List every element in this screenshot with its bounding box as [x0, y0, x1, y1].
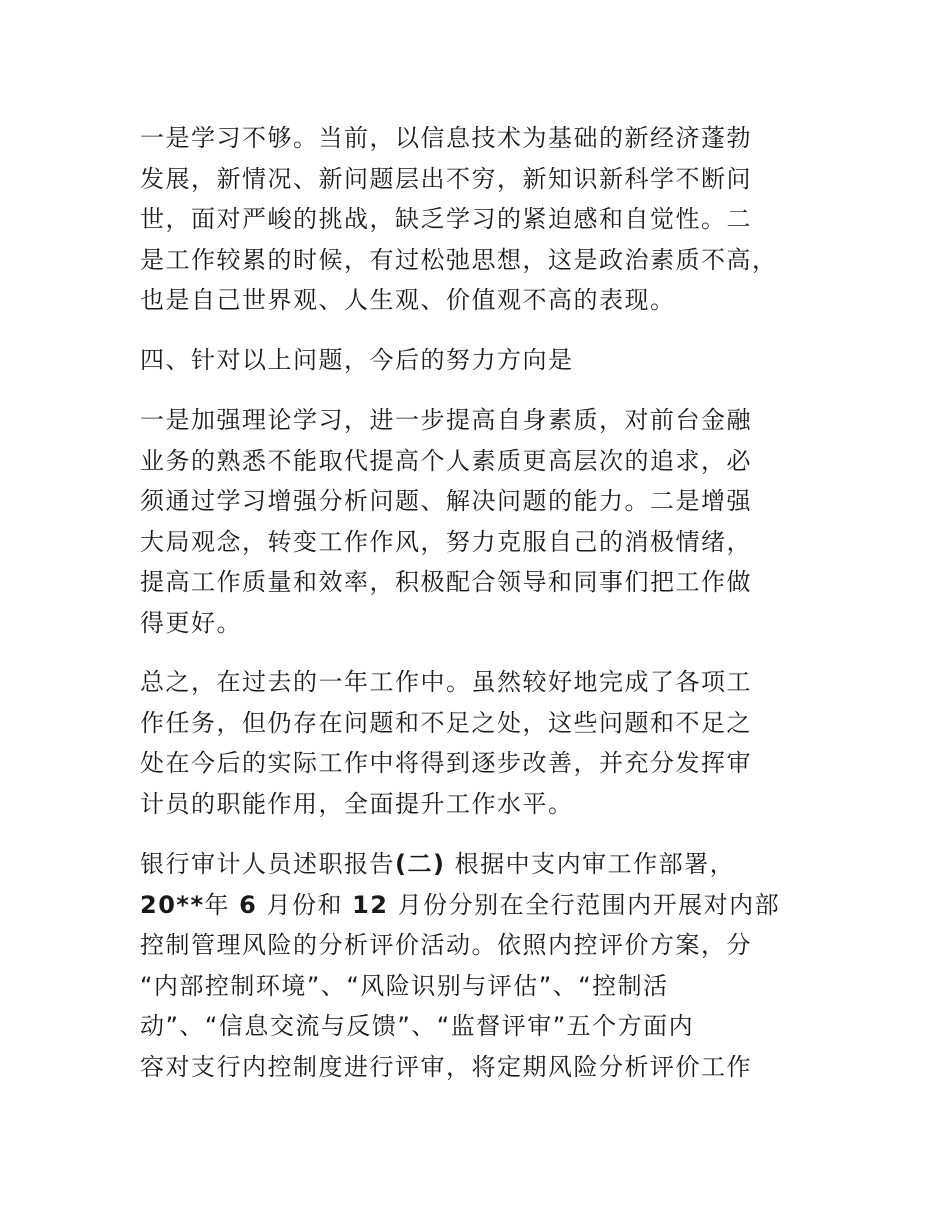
- text-line: 得更好。: [140, 608, 242, 637]
- text-line: 一是加强理论学习，进一步提高自身素质，对前台金融: [140, 406, 752, 434]
- text-segment: 年: [204, 890, 240, 919]
- paragraph-summary: [140, 662, 820, 824]
- text-line: 世，面对严峻的挑战，缺乏学习的紧迫感和自觉性。二: [140, 205, 752, 233]
- text-line: 是工作较累的时候，有过松弛思想，这是政治素质不高，: [140, 245, 778, 274]
- text-line: [140, 844, 820, 885]
- text-line: 也是自己世界观、人生观、价值观不高的表现。: [140, 286, 676, 314]
- text-line: 业务的熟悉不能取代提高个人素质更高层次的追求，必: [140, 446, 752, 475]
- month-value: 12: [352, 890, 389, 919]
- text-line: 大局观念，转变工作作风，努力克服自己的消极情绪，: [140, 527, 752, 556]
- text-line: 须通过学习增强分析问题、解决问题的能力。二是增强: [140, 487, 752, 515]
- paragraph-shortcomings: [140, 118, 820, 321]
- text-line: 一是学习不够。当前，以信息技术为基础的新经济蓬勃: [140, 124, 752, 152]
- text-line: 动”、“信息交流与反馈”、“监督评审”五个方面内: [140, 1012, 695, 1040]
- text-line: 发展，新情况、新问题层出不穷，新知识新科学不断问: [140, 164, 752, 193]
- text-line: 计员的职能作用，全面提升工作水平。: [140, 789, 574, 818]
- paragraph-report-two: [140, 844, 820, 1087]
- text-line: 总之，在过去的一年工作中。虽然较好地完成了各项工: [140, 668, 752, 696]
- text-line: [140, 885, 820, 926]
- text-segment: 月份分别在全行范围内开展对内部: [388, 890, 781, 919]
- text-line: 四、针对以上问题，今后的努力方向是: [140, 346, 574, 374]
- text-segment: 月份和: [257, 890, 353, 919]
- text-line: 处在今后的实际工作中将得到逐步改善，并充分发挥审: [140, 749, 752, 777]
- report-number: (二): [395, 850, 446, 878]
- section-heading-four: [140, 340, 820, 381]
- month-value: 6: [239, 890, 258, 919]
- paragraph-improvements: [140, 400, 820, 643]
- text-line: “内部控制环境”、“风险识别与评估”、“控制活: [140, 971, 669, 1000]
- report-title: 银行审计人员述职报告: [140, 850, 395, 878]
- text-line: 作任务，但仍存在问题和不足之处，这些问题和不足之: [140, 708, 752, 737]
- text-line: 控制管理风险的分析评价活动。依照内控评价方案，分: [140, 931, 752, 959]
- text-line: 提高工作质量和效率，积极配合领导和同事们把工作做: [140, 568, 752, 596]
- year-value: 20**: [140, 890, 205, 919]
- text-segment: 根据中支内审工作部署，: [445, 850, 736, 878]
- text-line: 容对支行内控制度进行评审，将定期风险分析评价工作: [140, 1052, 752, 1081]
